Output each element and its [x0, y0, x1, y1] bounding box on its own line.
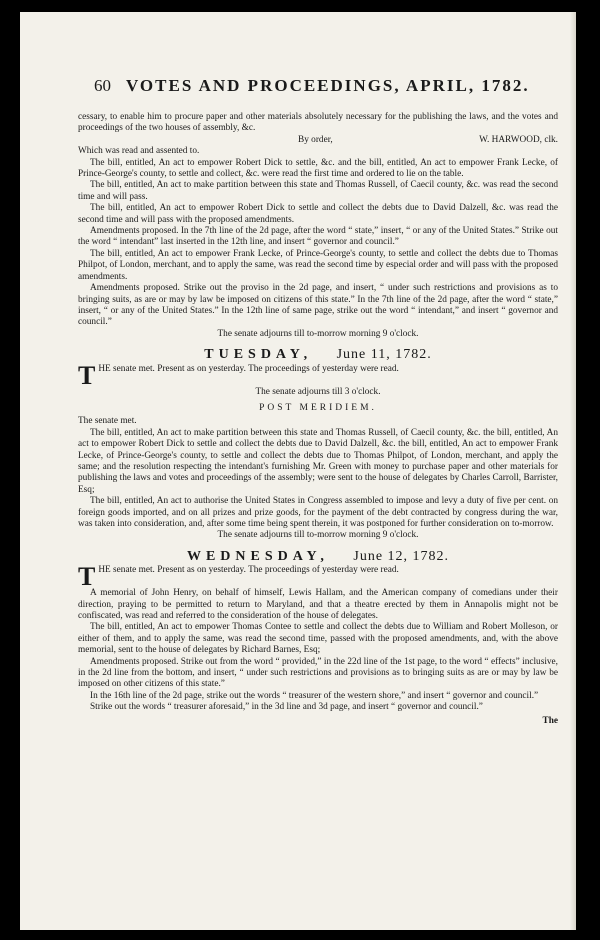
paragraph: The bill, entitled, An act to authorise the United States in Congress assembled to impose and levy a duty of five per cent. on foreign goods imported, and on all prizes and prize goods, for the payment of the debt contracted by congress during the war, was taken into consideration, and, after some time being spent therein, it was postponed for further consideration on to-morrow.: [78, 496, 558, 529]
paragraph: The bill, entitled, An act to make partition between this state and Thomas Russell, of Caecil county, &c. was read the second time and will pass.: [78, 180, 558, 202]
paragraph: [78, 360, 558, 390]
paragraph: The bill, entitled, An act to empower Thomas Contee to settle and collect the debts due to William and Robert Molleson, or either of them, and to apply the same, was read the second time, passed with the proposed amendments, and, with the above memorial, sent to the house of delegates by Richard Barnes, Esq;: [78, 622, 558, 656]
paragraph: A memorial of John Henry, on behalf of himself, Lewis Hallam, and the American company of comedians under their direction, praying to be permitted to return to Maryland, and that a theatre erected by them in Annapolis might not be confiscated, was read and referred to the consideration of the house of delegates.: [78, 588, 558, 622]
paragraph: Which was read and assented to.: [78, 146, 200, 157]
page-title: VOTES AND PROCEEDINGS, APRIL, 1782.: [126, 76, 530, 95]
page-header: [78, 76, 568, 96]
day-date: June 12, 1782.: [353, 548, 450, 564]
signature-line: [78, 135, 558, 146]
adjournment: The senate adjourns till to-morrow morning 9 o'clock.: [217, 530, 419, 541]
lead-text: HE senate met. Present as on yesterday. The proceedings of yesterday were read.: [98, 363, 399, 374]
paragraph: The senate met.: [78, 416, 137, 427]
drop-cap: T: [78, 562, 96, 592]
adjournment: The senate adjourns till to-morrow morning 9 o'clock.: [217, 328, 419, 339]
paragraph: Amendments proposed. Strike out from the word “ provided,” in the 22d line of the 1st page, to the word “ effects” inclusive, in the 2d line from the bottom, and insert, “ under such restrictions and provisions as to bringing suits as are or may by law be imposed on other citizens of this state.”: [78, 656, 558, 690]
day-heading-tuesday: [78, 347, 558, 363]
paragraph: Strike out the words “ treasurer aforesaid,” in the 3d line and 3d page, and insert “ governor and council.”: [90, 702, 483, 713]
paragraph: Amendments proposed. In the 7th line of the 2d page, after the word “ state,” insert, “ or any of the United States.” Strike out the word “ intendant” last inserted in the 12th line, and insert “ governor and council.”: [78, 226, 558, 248]
day-name: WEDNESDAY,: [186, 548, 329, 564]
by-order: By order,: [298, 134, 333, 145]
paragraph: In the 16th line of the 2d page, strike out the words “ treasurer of the western shore,” and insert “ governor and council.”: [90, 690, 539, 701]
paragraph: The bill, entitled, An act to empower Robert Dick to settle, &c. and the bill, entitled, An act to empower Frank Lecke, of Prince-George's county, to settle and collect, &c. were read the first time and ordered to lie on the table.: [78, 157, 558, 180]
page-number: 60: [94, 76, 111, 95]
day-date: June 11, 1782.: [336, 347, 432, 363]
paragraph: [78, 562, 558, 592]
lead-text: HE senate met. Present as on yesterday. The proceedings of yesterday were read.: [98, 565, 399, 576]
adjournment: The senate adjourns till 3 o'clock.: [255, 386, 381, 397]
clerk-signature: W. HARWOOD, clk.: [479, 134, 558, 145]
page-edge-shadow: [570, 12, 576, 930]
catchword: The: [542, 715, 558, 726]
day-heading-wednesday: [78, 548, 558, 564]
paragraph: The bill, entitled, An act to empower Frank Lecke, of Prince-George's county, to settle and collect the debts due to Thomas Philpot, of London, merchant, and to apply the same, was read the second time by especial order and will pass with the proposed amendments.: [78, 248, 558, 282]
post-meridiem-heading: POST MERIDIEM.: [259, 402, 377, 413]
paragraph: Amendments proposed. Strike out the proviso in the 2d page, and insert, “ under such restrictions and provisions as to bringing suits, as are or may by law be imposed on citizens of this state.” In the 7th line of the 2d page, after the word “ state,” insert, “ or any of the United States.” In the 12th line of same page, strike out the word “ intendant,” and insert “ governor and council.”: [78, 283, 558, 328]
paragraph: The bill, entitled, An act to empower Robert Dick to settle and collect the debts due to David Dalzell, &c. was read the second time and will pass with the proposed amendments.: [78, 203, 558, 225]
document-page: [20, 12, 576, 930]
drop-cap: T: [78, 360, 96, 390]
day-name: TUESDAY,: [204, 347, 313, 363]
paragraph: The bill, entitled, An act to make partition between this state and Thomas Russell, of Caecil county, &c. the bill, entitled, An act to empower Robert Dick to settle and collect the debts due to David Dalzell, &c. the bill, entitled, An act to empower Frank Lecke, of Prince-George's county, to settle and collect the debts due to Thomas Philpot, of London, merchant, and apply the same; and the resolution respecting the intendant's furnishing Mr. Green with money to purchase paper and other materials for publishing the laws and votes and proceedings of the assembly; were sent to the house of delegates by Charles Carroll, Barrister, Esq;: [78, 427, 558, 495]
paragraph: cessary, to enable him to procure paper and other materials absolutely necessary for the publishing the laws, and the votes and proceedings of the two houses of assembly, &c.: [78, 112, 558, 134]
page-body: [78, 112, 558, 727]
